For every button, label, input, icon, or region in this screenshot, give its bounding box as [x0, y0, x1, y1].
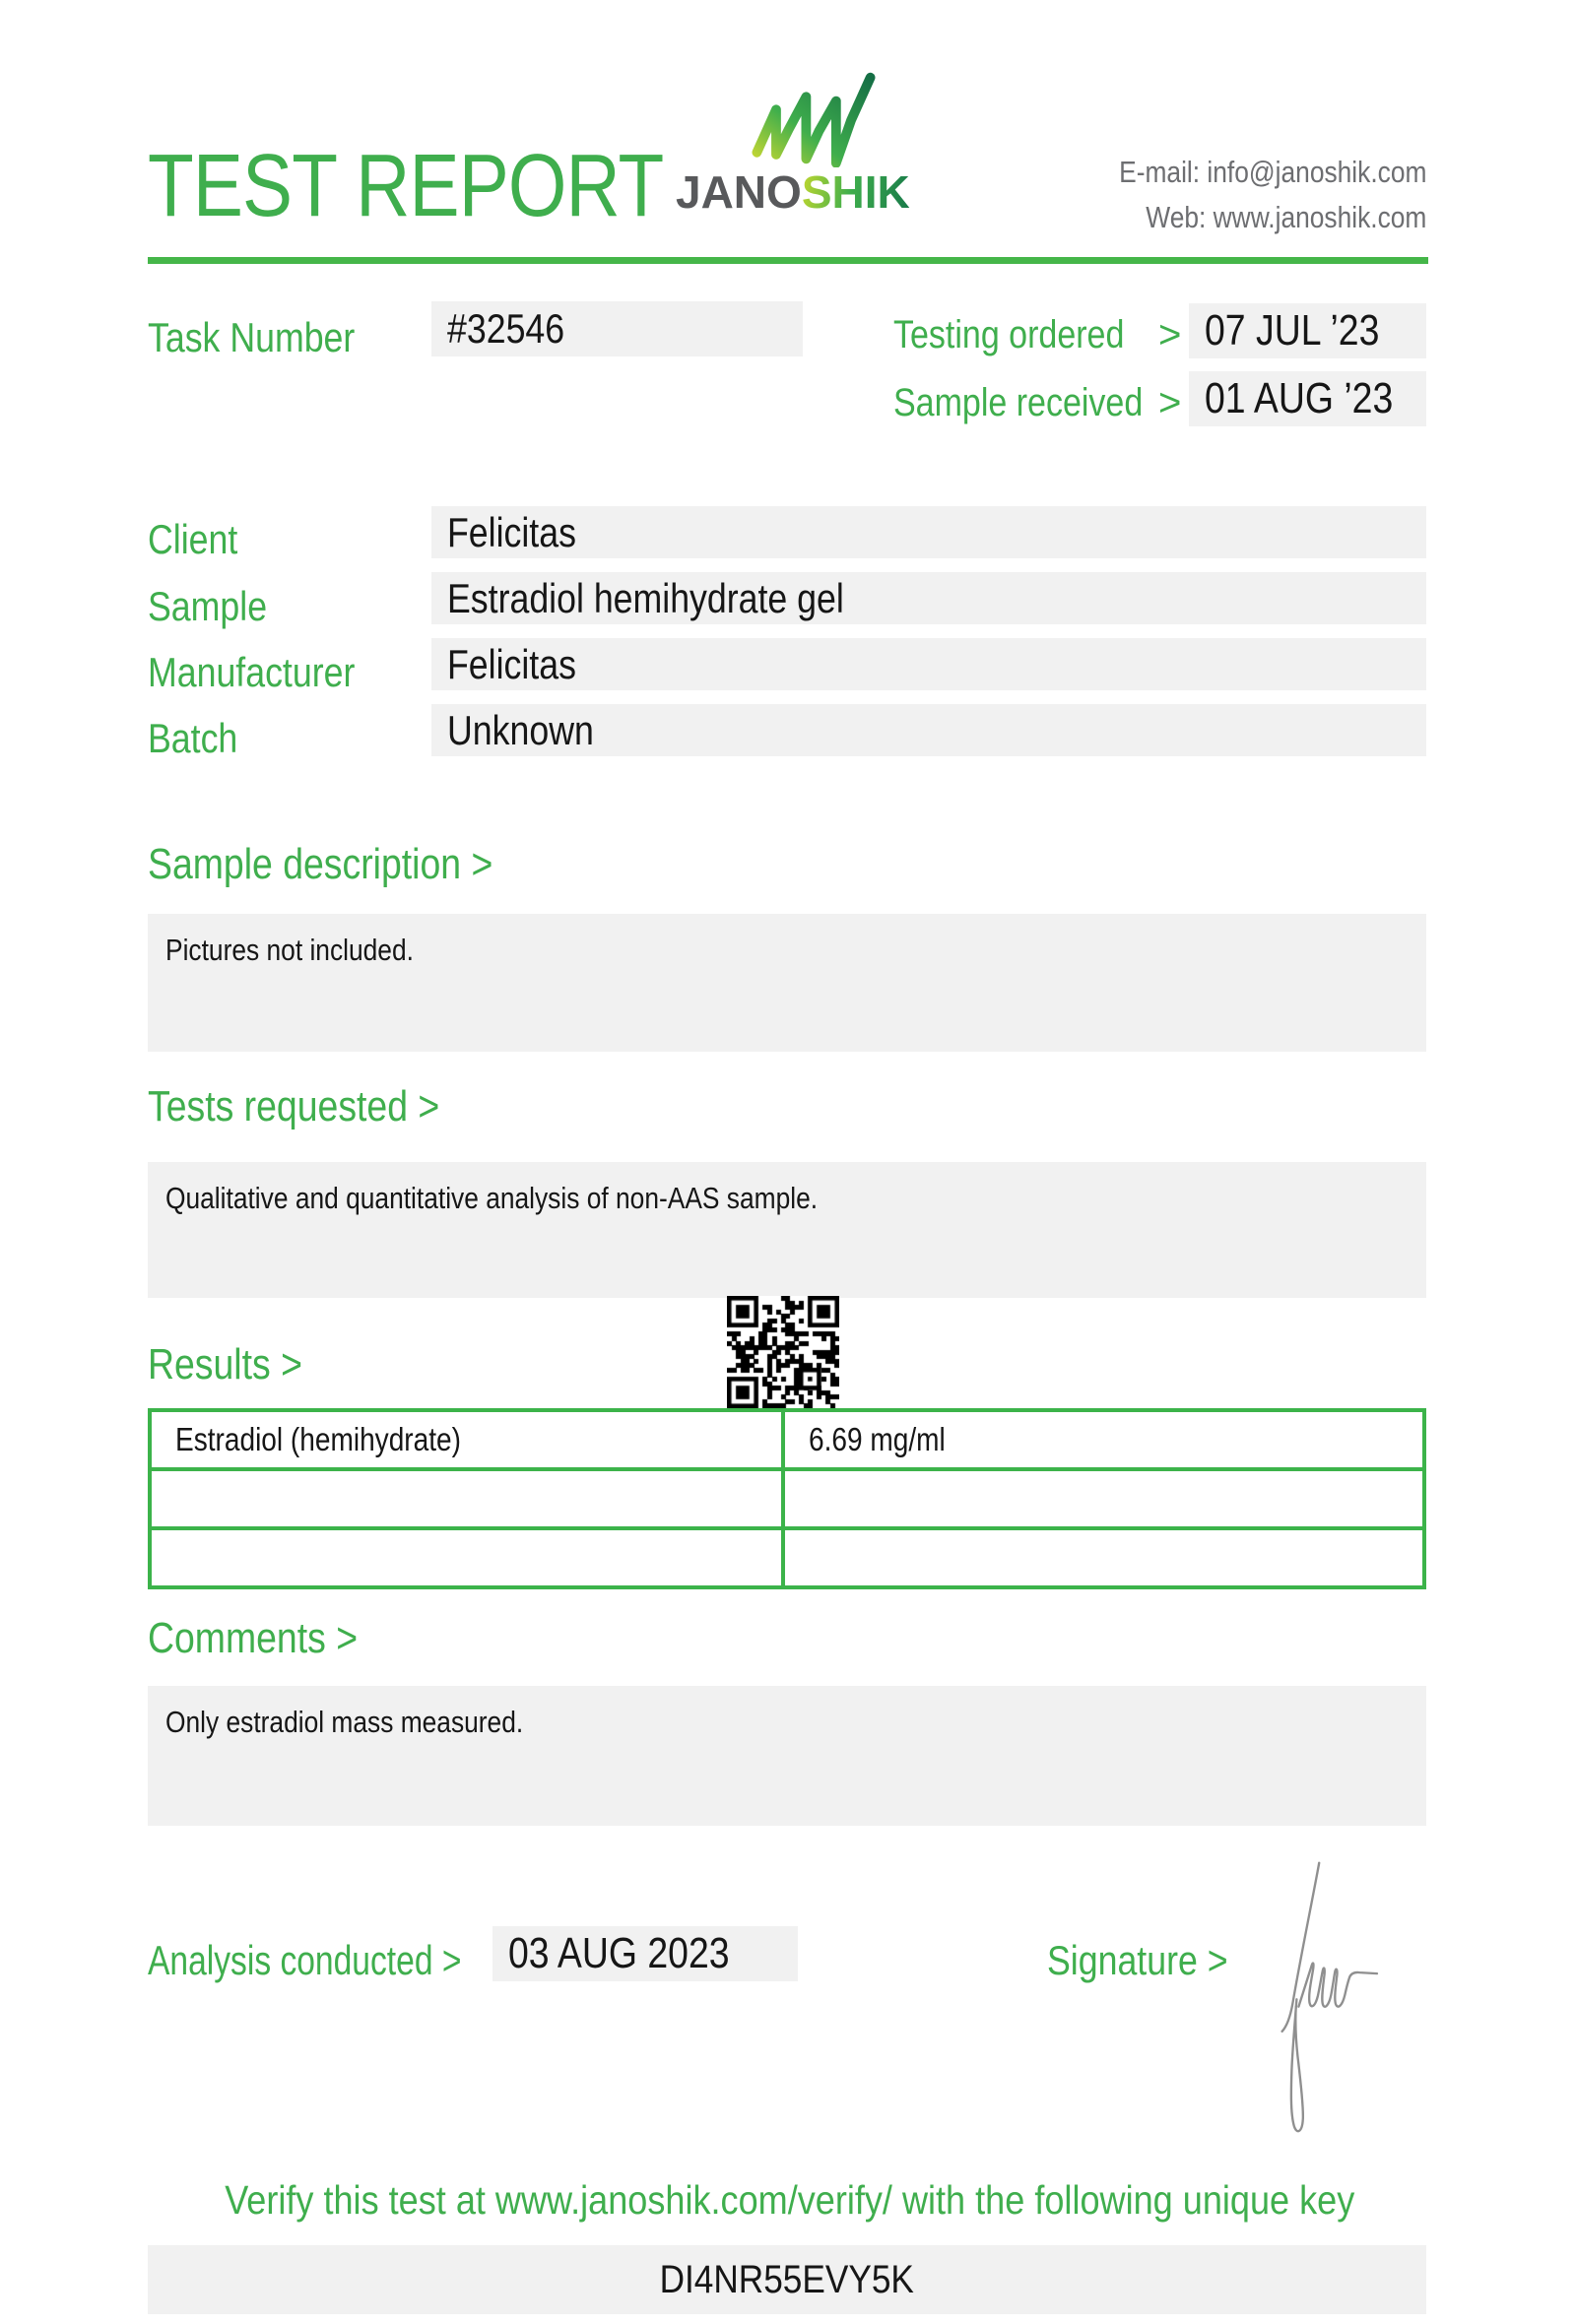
logo-chart-icon [747, 69, 881, 167]
field-box-batch [431, 704, 1426, 756]
field-value-sample: Estradiol hemihydrate gel [447, 575, 844, 621]
sample-received-label: Sample received [893, 381, 1144, 424]
testing-ordered-box [1189, 303, 1426, 358]
logo-wordmark-green: SHIK [801, 166, 910, 218]
signature-image [1279, 1851, 1444, 2159]
results-value-2 [783, 1469, 1424, 1528]
tests-requested-text: Qualitative and quantitative analysis of non-AAS sample. [165, 1181, 819, 1215]
contact-email: E-mail: info@janoshik.com [1118, 155, 1426, 189]
results-analyte-3 [150, 1528, 783, 1587]
sample-description-box [148, 914, 1426, 1052]
contact-info [1065, 150, 1426, 240]
sample-received-date: 01 AUG ’23 [1205, 374, 1394, 422]
results-heading: Results > [148, 1340, 302, 1388]
testing-ordered-label: Testing ordered [893, 313, 1125, 356]
results-table [148, 1408, 1426, 1589]
analysis-date-box [492, 1926, 798, 1981]
field-value-client: Felicitas [447, 509, 576, 555]
comments-heading: Comments > [148, 1614, 359, 1662]
results-analyte-2 [150, 1469, 783, 1528]
tests-requested-heading: Tests requested > [148, 1082, 440, 1130]
field-label-client: Client [148, 516, 238, 562]
verify-instruction: Verify this test at www.janoshik.com/verify/ with the following unique key [225, 2177, 1355, 2223]
sample-received-box [1189, 371, 1426, 426]
qr-code [727, 1296, 839, 1408]
comments-text: Only estradiol mass measured. [165, 1705, 524, 1739]
analysis-conducted-label: Analysis conducted > [148, 1937, 462, 1983]
comments-box [148, 1686, 1426, 1826]
signature-label: Signature > [1047, 1937, 1228, 1983]
field-value-batch: Unknown [447, 707, 594, 753]
field-label-manufacturer: Manufacturer [148, 649, 356, 695]
field-box-client [431, 506, 1426, 558]
analysis-date: 03 AUG 2023 [508, 1929, 730, 1977]
sample-received-arrow: > [1158, 381, 1182, 424]
tests-requested-box [148, 1162, 1426, 1298]
results-row-1 [150, 1410, 1424, 1469]
logo-wordmark-gray: JANO [676, 166, 802, 218]
field-box-manufacturer [431, 638, 1426, 690]
contact-web: Web: www.janoshik.com [1145, 200, 1426, 234]
field-label-batch: Batch [148, 715, 238, 761]
testing-ordered-date: 07 JUL ’23 [1205, 306, 1380, 355]
field-label-sample: Sample [148, 583, 268, 629]
field-value-manufacturer: Felicitas [447, 641, 576, 687]
results-analyte-1: Estradiol (hemihydrate) [150, 1410, 783, 1469]
task-number-value: #32546 [447, 305, 565, 352]
page-title: TEST REPORT [148, 137, 664, 235]
sample-description-heading: Sample description > [148, 840, 493, 888]
header-divider [148, 257, 1428, 264]
task-number-label: Task Number [148, 314, 356, 360]
results-row-2 [150, 1469, 1424, 1528]
verify-key: DI4NR55EVY5K [659, 2258, 915, 2301]
testing-ordered-arrow: > [1158, 313, 1182, 356]
task-number-box [431, 301, 803, 356]
field-box-sample [431, 572, 1426, 624]
results-value-1: 6.69 mg/ml [783, 1410, 1424, 1469]
verify-key-box [148, 2245, 1426, 2314]
results-row-3 [150, 1528, 1424, 1587]
results-value-3 [783, 1528, 1424, 1587]
logo-wordmark [676, 166, 910, 218]
sample-description-text: Pictures not included. [165, 933, 414, 967]
